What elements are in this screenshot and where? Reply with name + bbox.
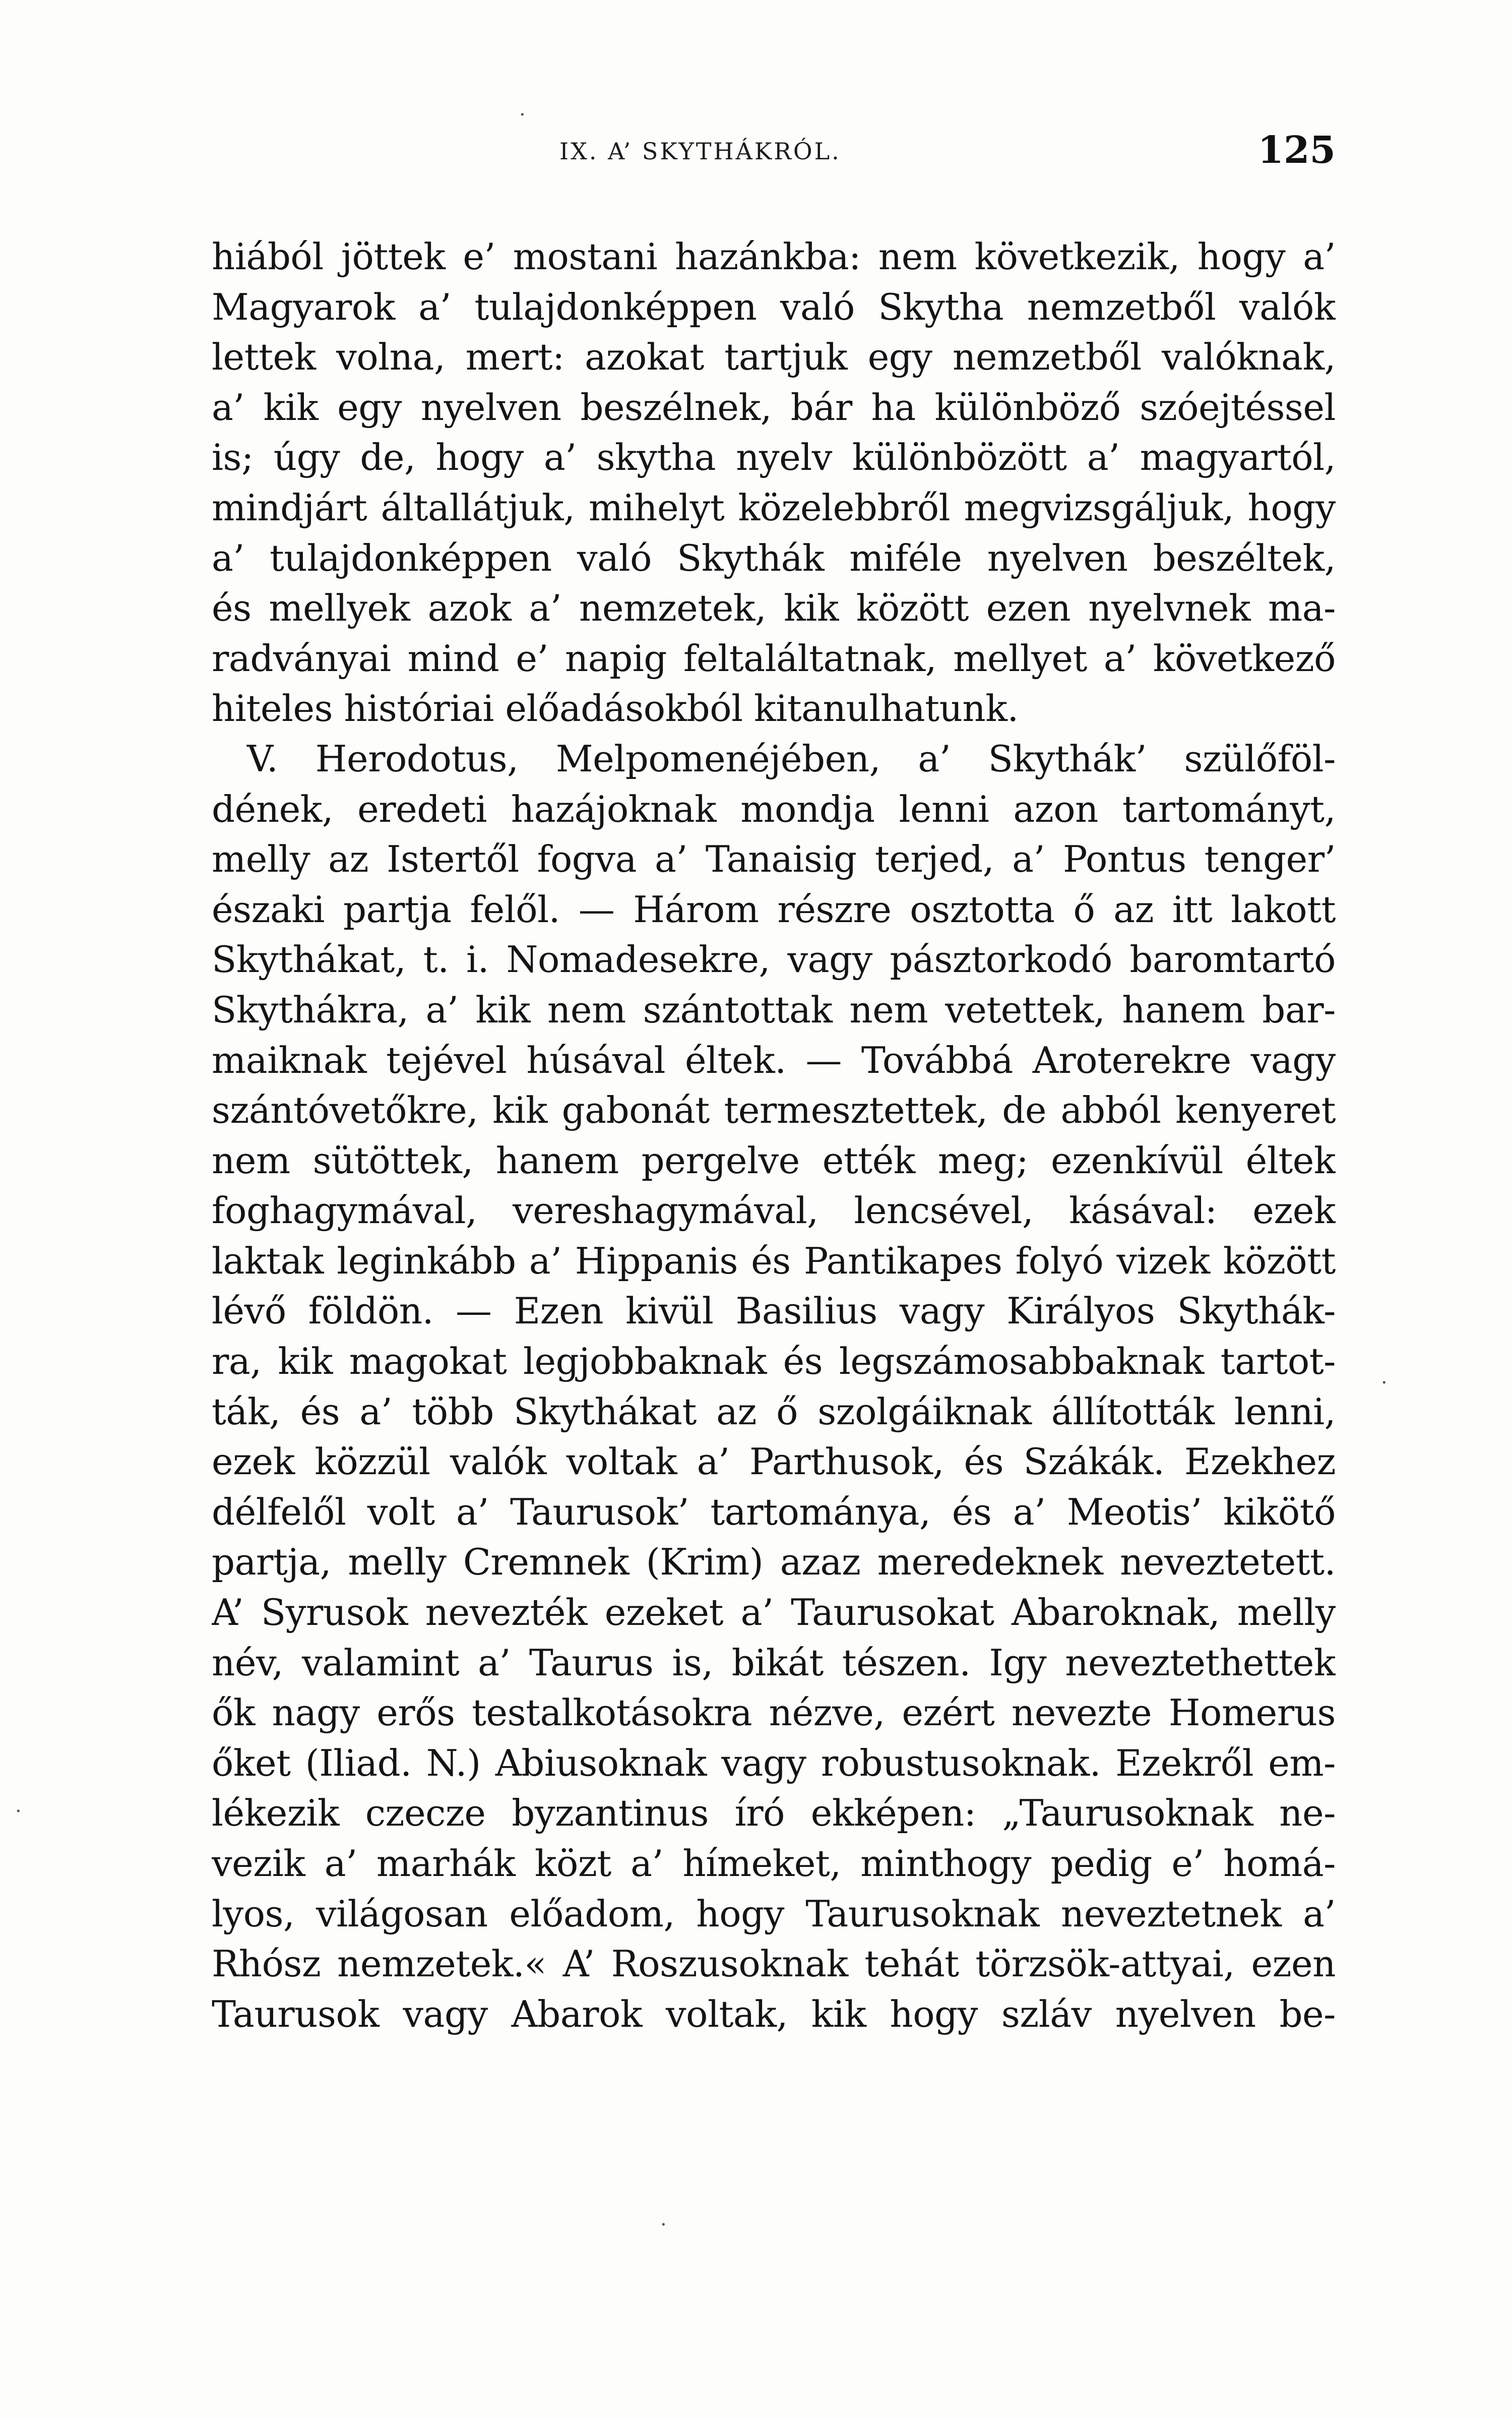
text-line: dének, eredeti hazájoknak mondja lenni azon tartományt, bbox=[212, 788, 1336, 830]
text-line: ták, és a’ több Skythákat az ő szolgáiknak állították lenni, bbox=[212, 1390, 1336, 1433]
text-line: a’ kik egy nyelven beszélnek, bár ha különböző szóejtéssel bbox=[212, 386, 1336, 429]
text-line: délfelől volt a’ Taurusok’ tartománya, és a’ Meotis’ kikötő bbox=[212, 1490, 1336, 1533]
text-line: lyos, világosan előadom, hogy Taurusoknak neveztetnek a’ bbox=[212, 1892, 1336, 1935]
text-line: ra, kik magokat legjobbaknak és legszámosabbaknak tartot- bbox=[212, 1340, 1336, 1383]
ink-speck: · bbox=[519, 103, 526, 127]
running-head: IX. A’ SKYTHÁKRÓL. bbox=[559, 138, 841, 165]
page-number: 125 bbox=[1257, 129, 1336, 172]
text-line: Taurusok vagy Abarok voltak, kik hogy szláv nyelven be- bbox=[212, 1992, 1336, 2035]
text-line: Skythákra, a’ kik nem szántottak nem vetettek, hanem bar- bbox=[212, 988, 1336, 1031]
text-line: hiteles históriai előadásokból kitanulhatunk. bbox=[212, 687, 1019, 730]
ink-speck: · bbox=[15, 1800, 22, 1823]
text-line: északi partja felől. — Három részre osztotta ő az itt lakott bbox=[212, 888, 1336, 931]
text-line: ezek közzül valók voltak a’ Parthusok, és Szákák. Ezekhez bbox=[212, 1440, 1336, 1483]
text-line: radványai mind e’ napig feltaláltatnak, mellyet a’ következő bbox=[212, 637, 1336, 680]
text-line: is; úgy de, hogy a’ skytha nyelv különbözött a’ magyartól, bbox=[212, 436, 1336, 479]
text-line: Skythákat, t. i. Nomadesekre, vagy pásztorkodó baromtartó bbox=[212, 938, 1336, 981]
ink-speck: · bbox=[660, 2213, 667, 2236]
text-line: ők nagy erős testalkotásokra nézve, ezért nevezte Homerus bbox=[212, 1691, 1336, 1734]
text-line: foghagymával, vereshagymával, lencsével, kásával: ezek bbox=[212, 1189, 1336, 1232]
body-text bbox=[212, 232, 1336, 2039]
text-line: hiából jöttek e’ mostani hazánkba: nem következik, hogy a’ bbox=[212, 235, 1336, 278]
text-line: őket (Iliad. N.) Abiusoknak vagy robustusoknak. Ezekről em- bbox=[212, 1741, 1336, 1784]
text-line: lévő földön. — Ezen kivül Basilius vagy Királyos Skythák- bbox=[212, 1290, 1336, 1333]
text-line: nem sütöttek, hanem pergelve ették meg; ezenkívül éltek bbox=[212, 1139, 1336, 1182]
text-line: V. Herodotus, Melpomenéjében, a’ Skythák’ szülőföl- bbox=[247, 737, 1336, 780]
text-line: a’ tulajdonképpen való Skythák miféle nyelven beszéltek, bbox=[212, 536, 1336, 579]
text-line: szántóvetőkre, kik gabonát termesztettek, de abból kenyeret bbox=[212, 1089, 1336, 1132]
text-line: mindjárt általlátjuk, mihelyt közelebbről megvizsgáljuk, hogy bbox=[212, 486, 1336, 529]
text-line: lettek volna, mert: azokat tartjuk egy nemzetből valóknak, bbox=[212, 336, 1336, 379]
text-line: Magyarok a’ tulajdonképpen való Skytha nemzetből valók bbox=[212, 285, 1336, 328]
text-line: laktak leginkább a’ Hippanis és Pantikapes folyó vizek között bbox=[212, 1239, 1336, 1282]
text-line: partja, melly Cremnek (Krim) azaz meredeknek neveztetett. bbox=[212, 1541, 1336, 1584]
text-line: maiknak tejével húsával éltek. — Továbbá Aroterekre vagy bbox=[212, 1039, 1336, 1081]
text-line: Rhósz nemzetek.« A’ Roszusoknak tehát törzsök-attyai, ezen bbox=[212, 1943, 1336, 1985]
text-line: lékezik czecze byzantinus író ekképen: „Taurusoknak ne- bbox=[212, 1792, 1336, 1835]
ink-speck: · bbox=[1381, 1371, 1388, 1395]
text-line: vezik a’ marhák közt a’ hímeket, minthogy pedig e’ homá- bbox=[212, 1842, 1336, 1885]
text-line: melly az Istertől fogva a’ Tanaisig terjed, a’ Pontus tenger’ bbox=[212, 838, 1336, 881]
page-header bbox=[212, 129, 1336, 184]
text-line: és mellyek azok a’ nemzetek, kik között ezen nyelvnek ma- bbox=[212, 587, 1336, 630]
text-line: A’ Syrusok nevezték ezeket a’ Taurusokat Abaroknak, melly bbox=[212, 1591, 1336, 1634]
text-line: név, valamint a’ Taurus is, bikát tészen. Igy neveztethettek bbox=[212, 1641, 1336, 1684]
